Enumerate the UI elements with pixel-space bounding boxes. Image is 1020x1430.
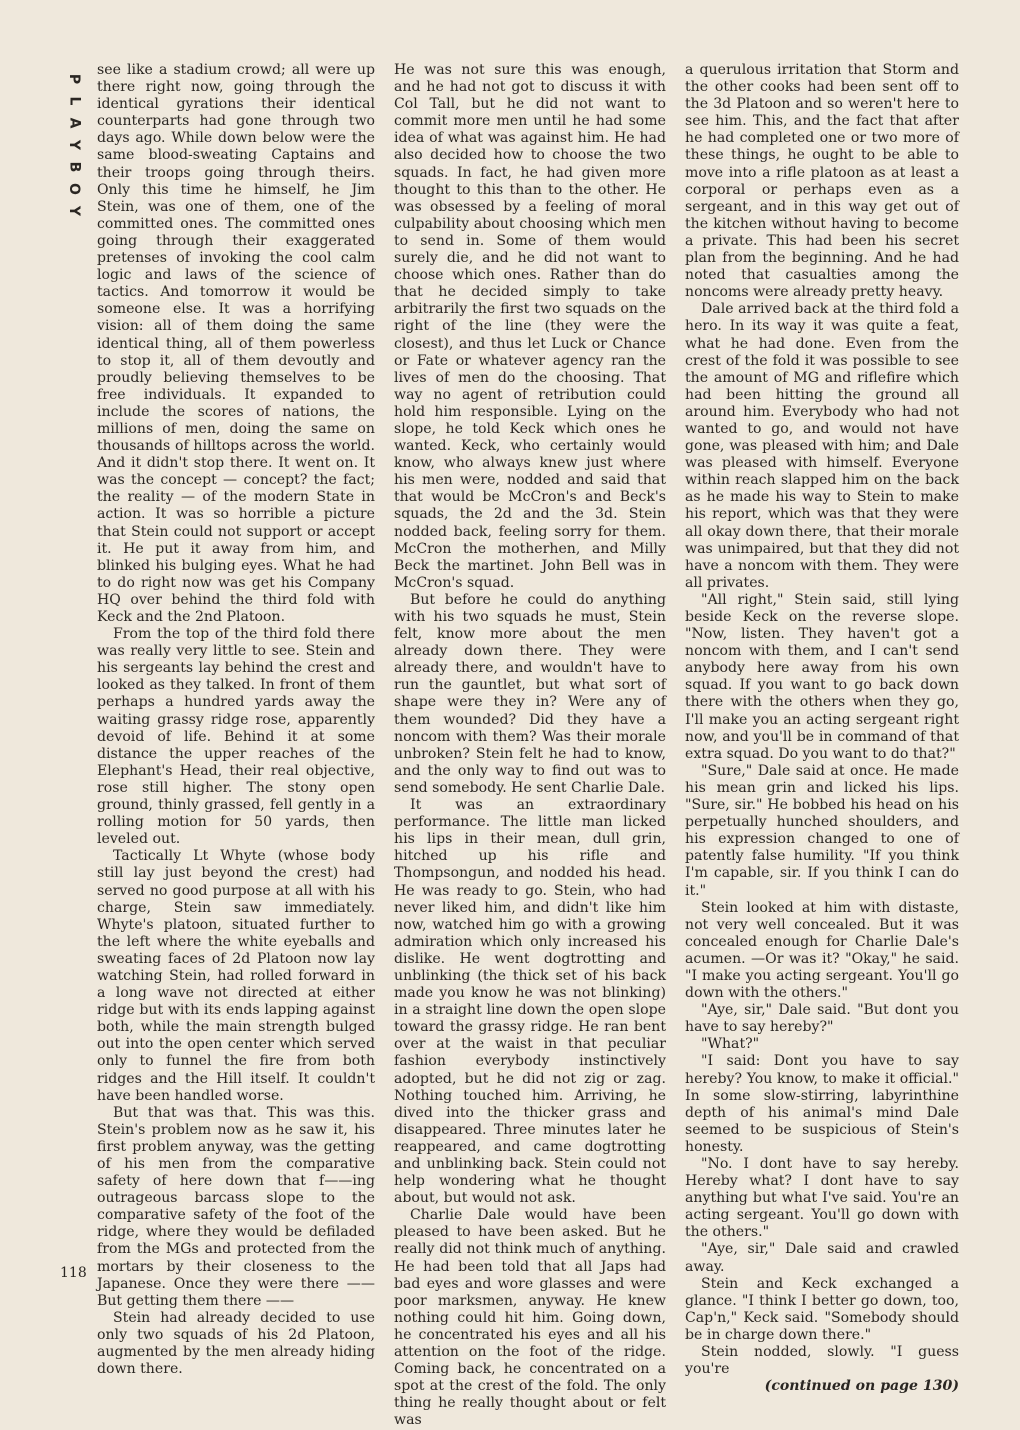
paragraph: Tactically Lt Whyte (whose body still lay just beyond the crest) had served no good purpose at all with his charge, Stein saw immediately. Whyte's platoon, situated further to the left where the white eyeballs and sweating faces of 2d Platoon now lay watching Stein, had rolled forward in a long wave not directed at either ridge but with its ends lapping against both, while the main strength bulged out into the open center which served only to funnel the fire from both ridges and the Hill itself. It couldn't have been handled worse. — [97, 848, 375, 1104]
text-column-3 — [685, 62, 959, 1395]
page-number: 118 — [60, 1265, 87, 1281]
paragraph: Stein looked at him with distaste, not very well concealed. But it was concealed enough for Charlie Dale's acumen. —Or was it? "Okay," he said. "I make you acting sergeant. You'll go down with the others." — [685, 899, 959, 1002]
magazine-vertical-title — [62, 68, 86, 222]
paragraph: "What?" — [701, 1036, 760, 1053]
title-letter: L — [65, 96, 82, 106]
paragraph: "Sure," Dale said at once. He made his mean grin and licked his lips. "Sure, sir." He bobbed his head on his perpetually hunched shoulders, and his expression changed to one of patently false humility. "If you think I'm capable, sir. If you think I can do it." — [685, 762, 959, 899]
title-letter: Y — [65, 205, 82, 217]
title-letter: P — [65, 73, 82, 85]
paragraph: Stein had already decided to use only two squads of his 2d Platoon, augmented by the men already hiding down there. — [97, 1309, 375, 1378]
paragraph: "All right," Stein said, still lying beside Keck on the reverse slope. "Now, listen. They haven't got a noncom with them, and I can't send anybody here away from his own squad. If you want to go back down there with the others when they go, I'll make you an acting sergeant right now, and you'll be in command of that extra squad. Do you want to do that?" — [685, 591, 959, 762]
text-column-2 — [394, 62, 666, 1430]
paragraph: "Aye, sir," Dale said. "But dont you have to say hereby?" — [685, 1002, 959, 1036]
paragraph: Dale arrived back at the third fold a hero. In its way it was quite a feat, what he had done. Even from the crest of the fold it was possible to see the amount of MG and riflefire which had been hitting the ground all around him. Everybody who had not wanted to go, and would not have gone, was pleased with him; and Dale was pleased with himself. Everyone within reach slapped him on the back as he made his way to Stein to make his report, which was that they were all okay down there, that their morale was unimpaired, but that they did not have a noncom with them. They were all privates. — [685, 301, 959, 591]
text-column-1 — [97, 62, 375, 1378]
continued-note: (continued on page 130) — [764, 1378, 959, 1395]
paragraph: But before he could do anything with his two squads he must, Stein felt, know more about the men already down there. They were already there, and wouldn't have to run the gauntlet, but what sort of shape were they in? Were any of them wounded? Did they have a noncom with them? Was their morale unbroken? Stein felt he had to know, and the only way to find out was to send somebody. He sent Charlie Dale. — [394, 591, 666, 796]
title-letter: B — [65, 161, 82, 173]
paragraph: "Aye, sir," Dale said and crawled away. — [685, 1241, 959, 1275]
paragraph: Charlie Dale would have been pleased to have been asked. But he really did not think much of anything. He had been told that all Japs had bad eyes and wore glasses and were poor marksmen, anyway. He knew nothing could hit him. Going down, he concentrated his eyes and all his attention on the foot of the ridge. Coming back, he concentrated on a spot at the crest of the fold. The only thing he really thought about or felt was — [394, 1207, 666, 1429]
paragraph: a querulous irritation that Storm and the other cooks had been sent off to the 3d Platoon and so weren't here to see him. This, and the fact that after he had completed one or two more of these things, he ought to be able to move into a rifle platoon as at least a corporal or perhaps even as a sergeant, and in this way get out of the kitchen without having to become a private. This had been his secret plan from the beginning. And he had noted that casualties among the noncoms were already pretty heavy. — [685, 62, 959, 301]
paragraph: Stein nodded, slowly. "I guess you're — [685, 1344, 959, 1378]
paragraph: Stein and Keck exchanged a glance. "I think I better go down, too, Cap'n," Keck said. "Somebody should be in charge down there." — [685, 1275, 959, 1343]
title-letter: O — [66, 183, 82, 195]
paragraph: It was an extraordinary performance. The little man licked his lips in their mean, dull grin, hitched up his rifle and Thompsongun, and nodded his head. He was ready to go. Stein, who had never liked him, and didn't like him now, watched him go with a growing admiration which only increased his dislike. He went dogtrotting and unblinking (the thick set of his back made you know he was not blinking) in a straight line down the open slope toward the grassy ridge. He ran bent over at the waist in that peculiar fashion everybody instinctively adopted, but he did not zig or zag. Nothing touched him. Arriving, he dived into the thicker grass and disappeared. Three minutes later he reappeared, and came dogtrotting and unblinking back. Stein could not help wondering what he thought about, but would not ask. — [394, 797, 666, 1207]
paragraph: "No. I dont have to say hereby. Hereby what? I dont have to say anything but what I've said. You're an acting sergeant. You'll go down with the others." — [685, 1156, 959, 1241]
paragraph: From the top of the third fold there was really very little to see. Stein and his sergeants lay behind the crest and looked as they talked. In front of them perhaps a hundred yards away the waiting grassy ridge rose, apparently devoid of life. Behind it at some distance the upper reaches of the Elephant's Head, their real objective, rose still higher. The stony open ground, thinly grassed, fell gently in a rolling motion for 50 yards, then leveled out. — [97, 626, 375, 848]
paragraph: He was not sure this was enough, and he had not got to discuss it with Col Tall, but he did not want to commit more men until he had some idea of what was against him. He had also decided how to choose the two squads. In fact, he had given more thought to this than to the other. He was obsessed by a feeling of moral culpability about choosing which men to send in. Some of them would surely die, and he did not want to choose which ones. Rather than do that he decided simply to take arbitrarily the first two squads on the right of the line (they were the closest), and thus let Luck or Chance or Fate or whatever agency ran the lives of men do the choosing. That way no agent of retribution could hold him responsible. Lying on the slope, he told Keck which ones he wanted. Keck, who certainly would know, who always knew just where his men were, nodded and said that that would be McCron's and Beck's squads, the 2d and the 3d. Stein nodded back, feeling sorry for them. McCron the motherhen, and Milly Beck the martinet. John Bell was in McCron's squad. — [394, 62, 666, 591]
title-letter: Y — [65, 139, 82, 151]
paragraph: "I said: Dont you have to say hereby? You know, to make it official." In some slow-stirring, labyrinthine depth of his animal's mind Dale seemed to be suspicious of Stein's honesty. — [685, 1053, 959, 1155]
paragraph: see like a stadium crowd; all were up there right now, going through the identical gyrations their identical counterparts had gone through two days ago. While down below were the same blood-sweating Captains and their troops going through theirs. Only this time he himself, he Jim Stein, was one of them, one of the committed ones. The committed ones going through their exaggerated pretenses of invoking the cool calm logic and laws of the science of tactics. And tomorrow it would be someone else. It was a horrifying vision: all of them doing the same identical thing, all of them powerless to stop it, all of them devoutly and proudly believing themselves to be free individuals. It expanded to include the scores of nations, the millions of men, doing the same on thousands of hilltops across the world. And it didn't stop there. It went on. It was the concept — concept? the fact; the reality — of the modern State in action. It was so horrible a picture that Stein could not support or accept it. He put it away from him, and blinked his bulging eyes. What he had to do right now was get his Company HQ over behind the third fold with Keck and the 2nd Platoon. — [97, 62, 375, 625]
paragraph: But that was that. This was this. Stein's problem now as he saw it, his first problem anyway, was the getting of his men from the comparative safety of here down that f——ing outrageous barcass slope to the comparative safety of the foot of the ridge, where they would be defiladed from the MGs and protected from the mortars by their closeness to the Japanese. Once they were there —— But getting them there —— — [97, 1104, 375, 1309]
title-letter: A — [66, 117, 82, 129]
